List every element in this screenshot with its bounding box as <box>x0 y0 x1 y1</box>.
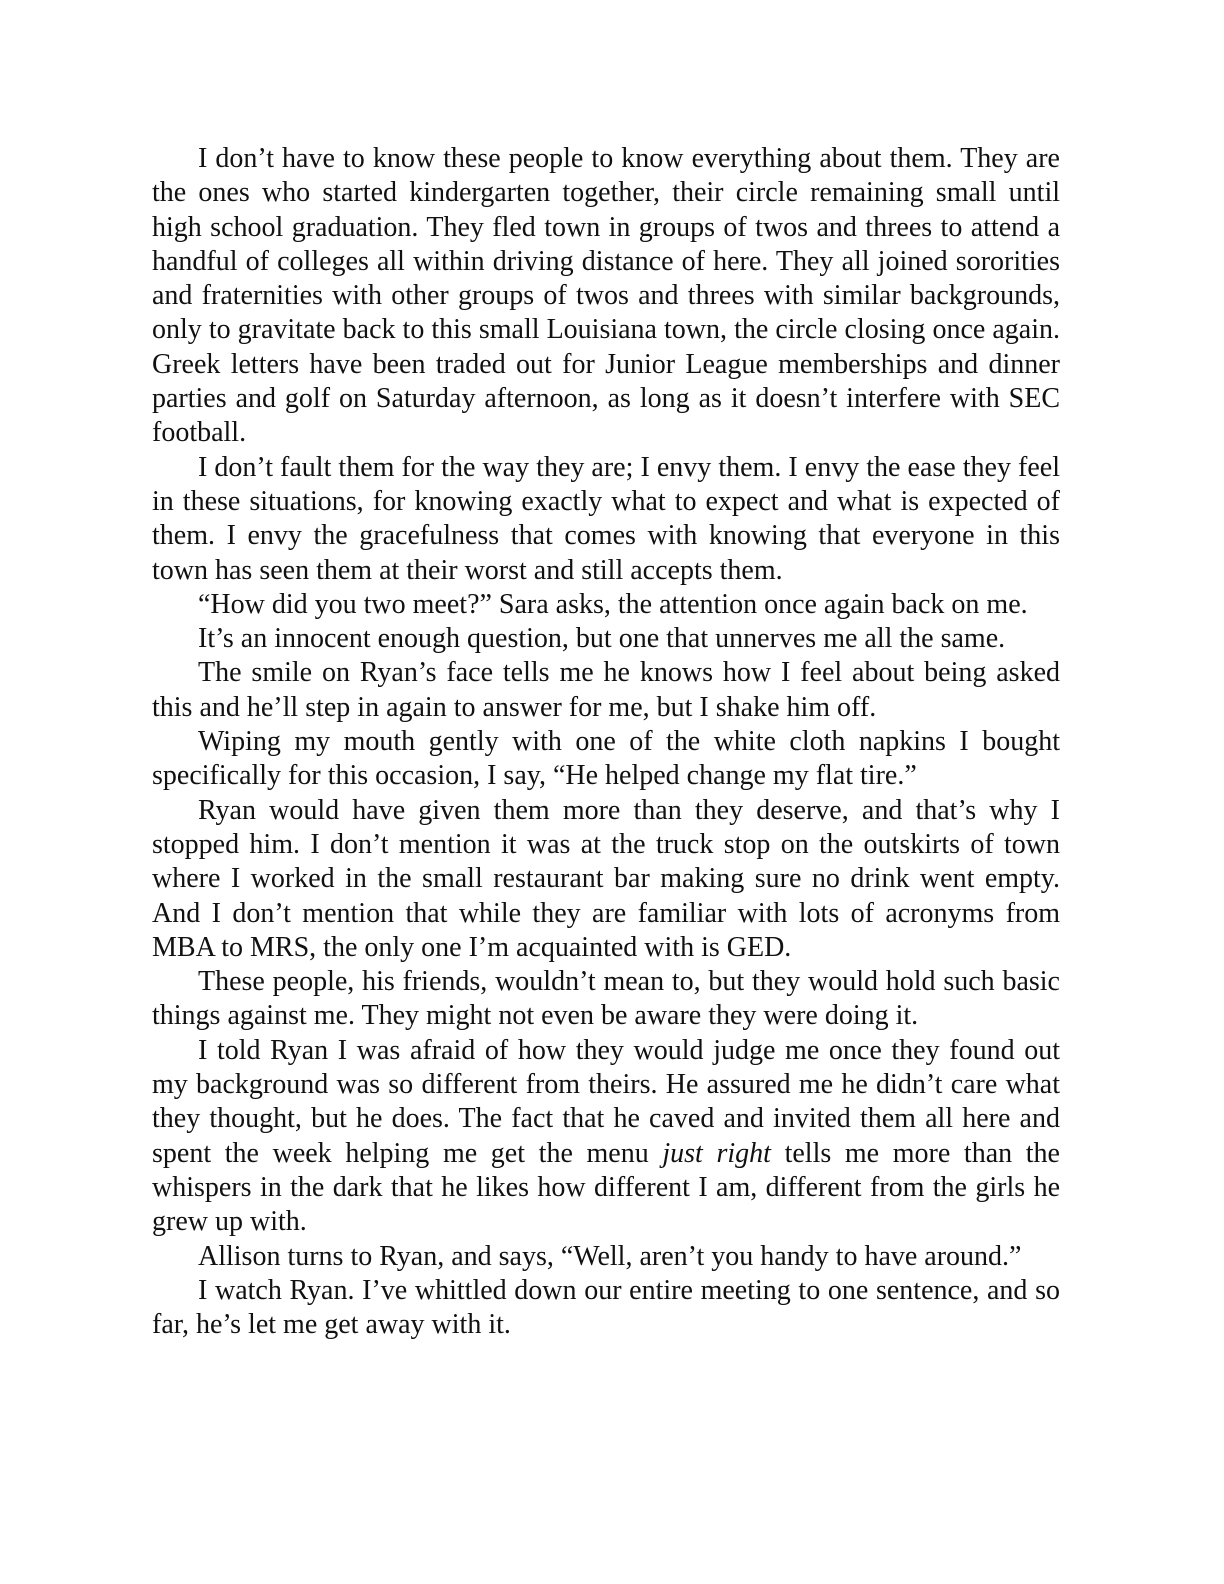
paragraph-6: Wiping my mouth gently with one of the white cloth napkins I bought specifically for this occasion, I say, “He helped change my flat tire.” <box>152 726 1060 792</box>
paragraph-10: Allison turns to Ryan, and says, “Well, aren’t you handy to have around.” <box>198 1240 1022 1272</box>
paragraph-8: These people, his friends, wouldn’t mean to, but they would hold such basic things against me. They might not even be aware they were doing it. <box>152 966 1060 1032</box>
paragraph-5: The smile on Ryan’s face tells me he knows how I feel about being asked this and he’ll step in again to answer for me, but I shake him off. <box>152 657 1060 723</box>
paragraph-9-after: tells me more than the whispers in the dark that he likes how different I am, different from the girls he grew up with. <box>152 1137 1060 1238</box>
paragraph-7: Ryan would have given them more than they deserve, and that’s why I stopped him. I don’t mention it was at the truck stop on the outskirts of town where I worked in the small restaurant bar making sure no drink went empty. And I don’t mention that while they are familiar with lots of acronyms from MBA to MRS, the only one I’m acquainted with is GED. <box>152 794 1060 963</box>
paragraph-11: I watch Ryan. I’ve whittled down our entire meeting to one sentence, and so far, he’s let me get away with it. <box>152 1274 1060 1341</box>
paragraph-4: It’s an innocent enough question, but one that unnerves me all the same. <box>198 623 1006 655</box>
paragraph-2: I don’t fault them for the way they are; I envy them. I envy the ease they feel in these situations, for knowing exactly what to expect and what is expected of them. I envy the gracefulness that comes with knowing that everyone in this town has seen them at their worst and still accepts them. <box>152 451 1060 586</box>
paragraph-9-italic: just right <box>662 1137 771 1169</box>
paragraph-9 <box>152 1034 1060 1240</box>
paragraph-1: I don’t have to know these people to know everything about them. They are the ones who started kindergarten together, their circle remaining small until high school graduation. They fled town in groups of twos and threes to attend a handful of colleges all within driving distance of here. They all joined sororities and fraternities with other groups of twos and threes with similar backgrounds, only to gravitate back to this small Louisiana town, the circle closing once again. Greek letters have been traded out for Junior League memberships and dinner parties and golf on Saturday afternoon, as long as it doesn’t interfere with SEC football. <box>152 143 1060 449</box>
paragraph-9-before: I told Ryan I was afraid of how they would judge me once they found out my background was so different from theirs. He assured me he didn’t care what they thought, but he does. The fact that he caved and invited them all here and spent the week helping me get the menu <box>152 1034 1060 1169</box>
paragraph-3: “How did you two meet?” Sara asks, the attention once again back on me. <box>198 588 1028 620</box>
page-body <box>152 142 1060 1342</box>
